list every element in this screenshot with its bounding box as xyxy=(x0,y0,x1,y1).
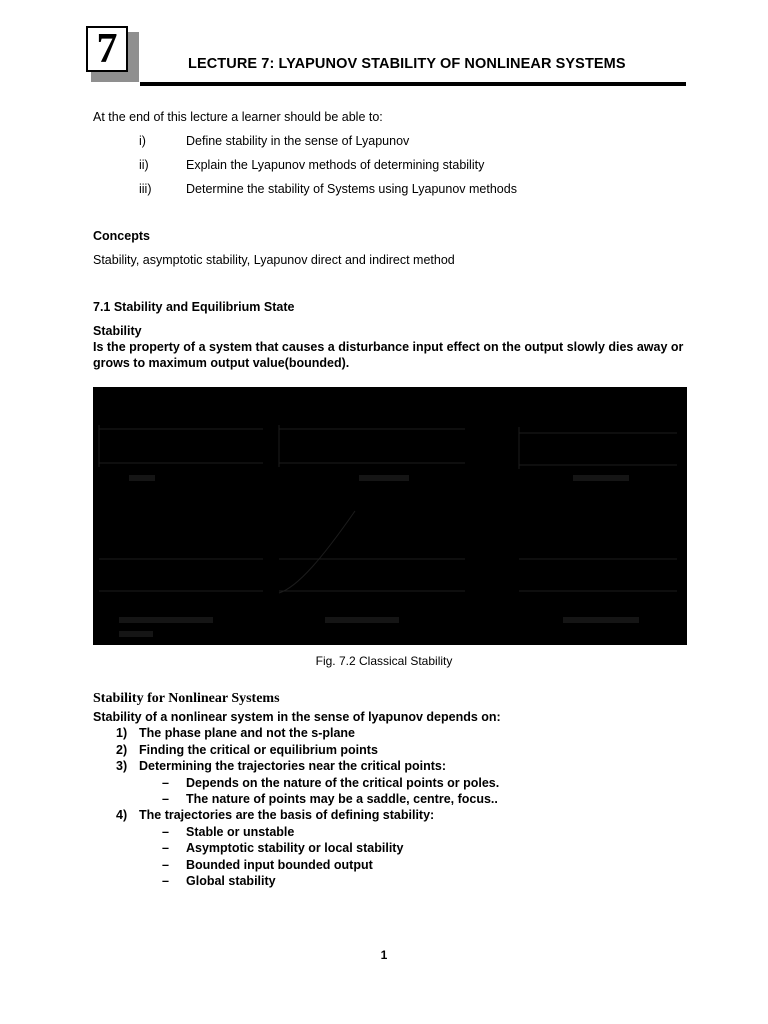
sub-list-item: The nature of points may be a saddle, centre, focus.. xyxy=(186,792,498,806)
list-item: The trajectories are the basis of defining stability: xyxy=(139,808,435,822)
list-marker: 3) xyxy=(116,759,128,773)
nonlinear-heading: Stability for Nonlinear Systems xyxy=(93,691,280,706)
section-heading: 7.1 Stability and Equilibrium State xyxy=(93,300,295,314)
sub-list-item: Asymptotic stability or local stability xyxy=(186,841,404,855)
figure-graphic xyxy=(93,387,687,645)
objective-text: Determine the stability of Systems using Lyapunov methods xyxy=(186,182,517,196)
list-marker: 2) xyxy=(116,743,128,757)
sub-list-marker: – xyxy=(162,858,169,872)
sub-list-item: Global stability xyxy=(186,874,276,888)
sub-list-item: Depends on the nature of the critical points or poles. xyxy=(186,776,500,790)
lecture-title: LECTURE 7: LYAPUNOV STABILITY OF NONLINEAR SYSTEMS xyxy=(188,56,626,72)
sub-list-marker: – xyxy=(162,792,169,806)
list-marker: 4) xyxy=(116,808,128,822)
list-item: Determining the trajectories near the critical points: xyxy=(139,759,447,773)
objectives-intro: At the end of this lecture a learner should be able to: xyxy=(93,110,383,124)
nonlinear-intro: Stability of a nonlinear system in the sense of lyapunov depends on: xyxy=(93,710,501,724)
header-rule xyxy=(140,82,686,86)
objective-text: Explain the Lyapunov methods of determining stability xyxy=(186,158,485,172)
objective-marker: i) xyxy=(139,134,146,148)
sub-list-marker: – xyxy=(162,825,169,839)
list-item: The phase plane and not the s-plane xyxy=(139,726,356,740)
classical-stability-figure xyxy=(93,387,687,645)
objective-marker: ii) xyxy=(139,158,149,172)
list-item: Finding the critical or equilibrium points xyxy=(139,743,378,757)
page-number: 1 xyxy=(380,948,388,962)
stability-subheading: Stability xyxy=(93,324,142,338)
sub-list-marker: – xyxy=(162,841,169,855)
sub-list-item: Bounded input bounded output xyxy=(186,858,373,872)
list-marker: 1) xyxy=(116,726,128,740)
objective-text: Define stability in the sense of Lyapunov xyxy=(186,134,410,148)
concepts-heading: Concepts xyxy=(93,229,150,243)
objective-marker: iii) xyxy=(139,182,152,196)
sub-list-marker: – xyxy=(162,776,169,790)
stability-definition-line2: grows to maximum output value(bounded). xyxy=(93,356,350,370)
chapter-number-badge: 7 xyxy=(86,26,128,72)
concepts-text: Stability, asymptotic stability, Lyapunov direct and indirect method xyxy=(93,253,455,267)
sub-list-item: Stable or unstable xyxy=(186,825,295,839)
figure-caption: Fig. 7.2 Classical Stability xyxy=(315,654,453,668)
sub-list-marker: – xyxy=(162,874,169,888)
stability-definition-line1: Is the property of a system that causes a disturbance input effect on the output slowly dies away or xyxy=(93,340,684,354)
